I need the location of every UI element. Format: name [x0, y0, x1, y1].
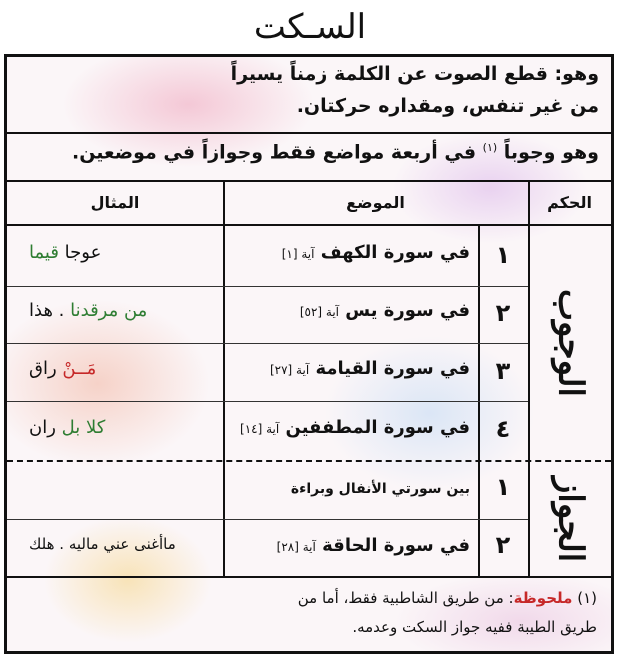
row-example: من مرقدنا . هذا — [29, 300, 148, 321]
header-ruling: الحكم — [547, 193, 592, 212]
row-place: في سورة الحاقة آية [٢٨] — [276, 535, 470, 556]
footnote-line-1: (١) ملحوظة: من طريق الشاطبية فقط، أما من — [297, 589, 597, 607]
group-divider — [7, 460, 611, 462]
row-divider — [7, 343, 528, 344]
intro-text-2: في أربعة مواضع فقط وجوازاً في موضعين. — [71, 141, 477, 164]
row-number: ١ — [495, 241, 511, 269]
group-wajib: الوجوب — [550, 288, 591, 397]
row-number: ٢ — [495, 299, 511, 327]
divider — [7, 180, 611, 182]
column-divider — [478, 224, 480, 576]
row-example: عوجا قيما — [29, 242, 102, 263]
row-number: ١ — [495, 473, 511, 501]
row-example: ماأغنى عني ماليه . هلك — [29, 535, 176, 553]
footnote-label: ملحوظة — [513, 589, 573, 607]
row-place: في سورة المطففين آية [١٤] — [240, 417, 470, 438]
definition-line-2: من غير تنفس، ومقداره حركتان. — [296, 95, 599, 117]
row-place: في سورة القيامة آية [٢٧] — [269, 358, 470, 379]
row-number: ٢ — [495, 531, 511, 559]
row-example: كلا بل ران — [29, 417, 106, 438]
row-number: ٤ — [495, 415, 511, 443]
footnote-ref: (١) — [482, 141, 498, 154]
row-example: مَــنْ راق — [29, 358, 97, 379]
header-example: المثال — [90, 193, 140, 212]
row-place: في سورة الكهف آية [١] — [281, 242, 470, 263]
divider — [7, 576, 611, 578]
intro-text: وهو وجوباً — [503, 141, 599, 164]
row-place: في سورة يس آية [٥٢] — [299, 300, 470, 321]
row-divider — [7, 286, 528, 287]
row-divider — [7, 519, 528, 520]
footnote-line-2: طريق الطيبة ففيه جواز السكت وعدمه. — [352, 618, 597, 636]
divider — [7, 132, 611, 134]
page-title: السـكت — [253, 7, 367, 47]
definition-line-1: وهو: قطع الصوت عن الكلمة زمناً يسيراً — [230, 63, 599, 85]
group-jawaz: الجواز — [550, 476, 591, 563]
content-frame — [4, 54, 614, 654]
row-divider — [7, 401, 528, 402]
row-number: ٣ — [495, 357, 511, 385]
divider — [7, 224, 611, 226]
header-place: الموضع — [346, 193, 405, 212]
row-place: بين سورتي الأنفال وبراءة — [290, 481, 470, 497]
intro-line — [72, 141, 599, 163]
